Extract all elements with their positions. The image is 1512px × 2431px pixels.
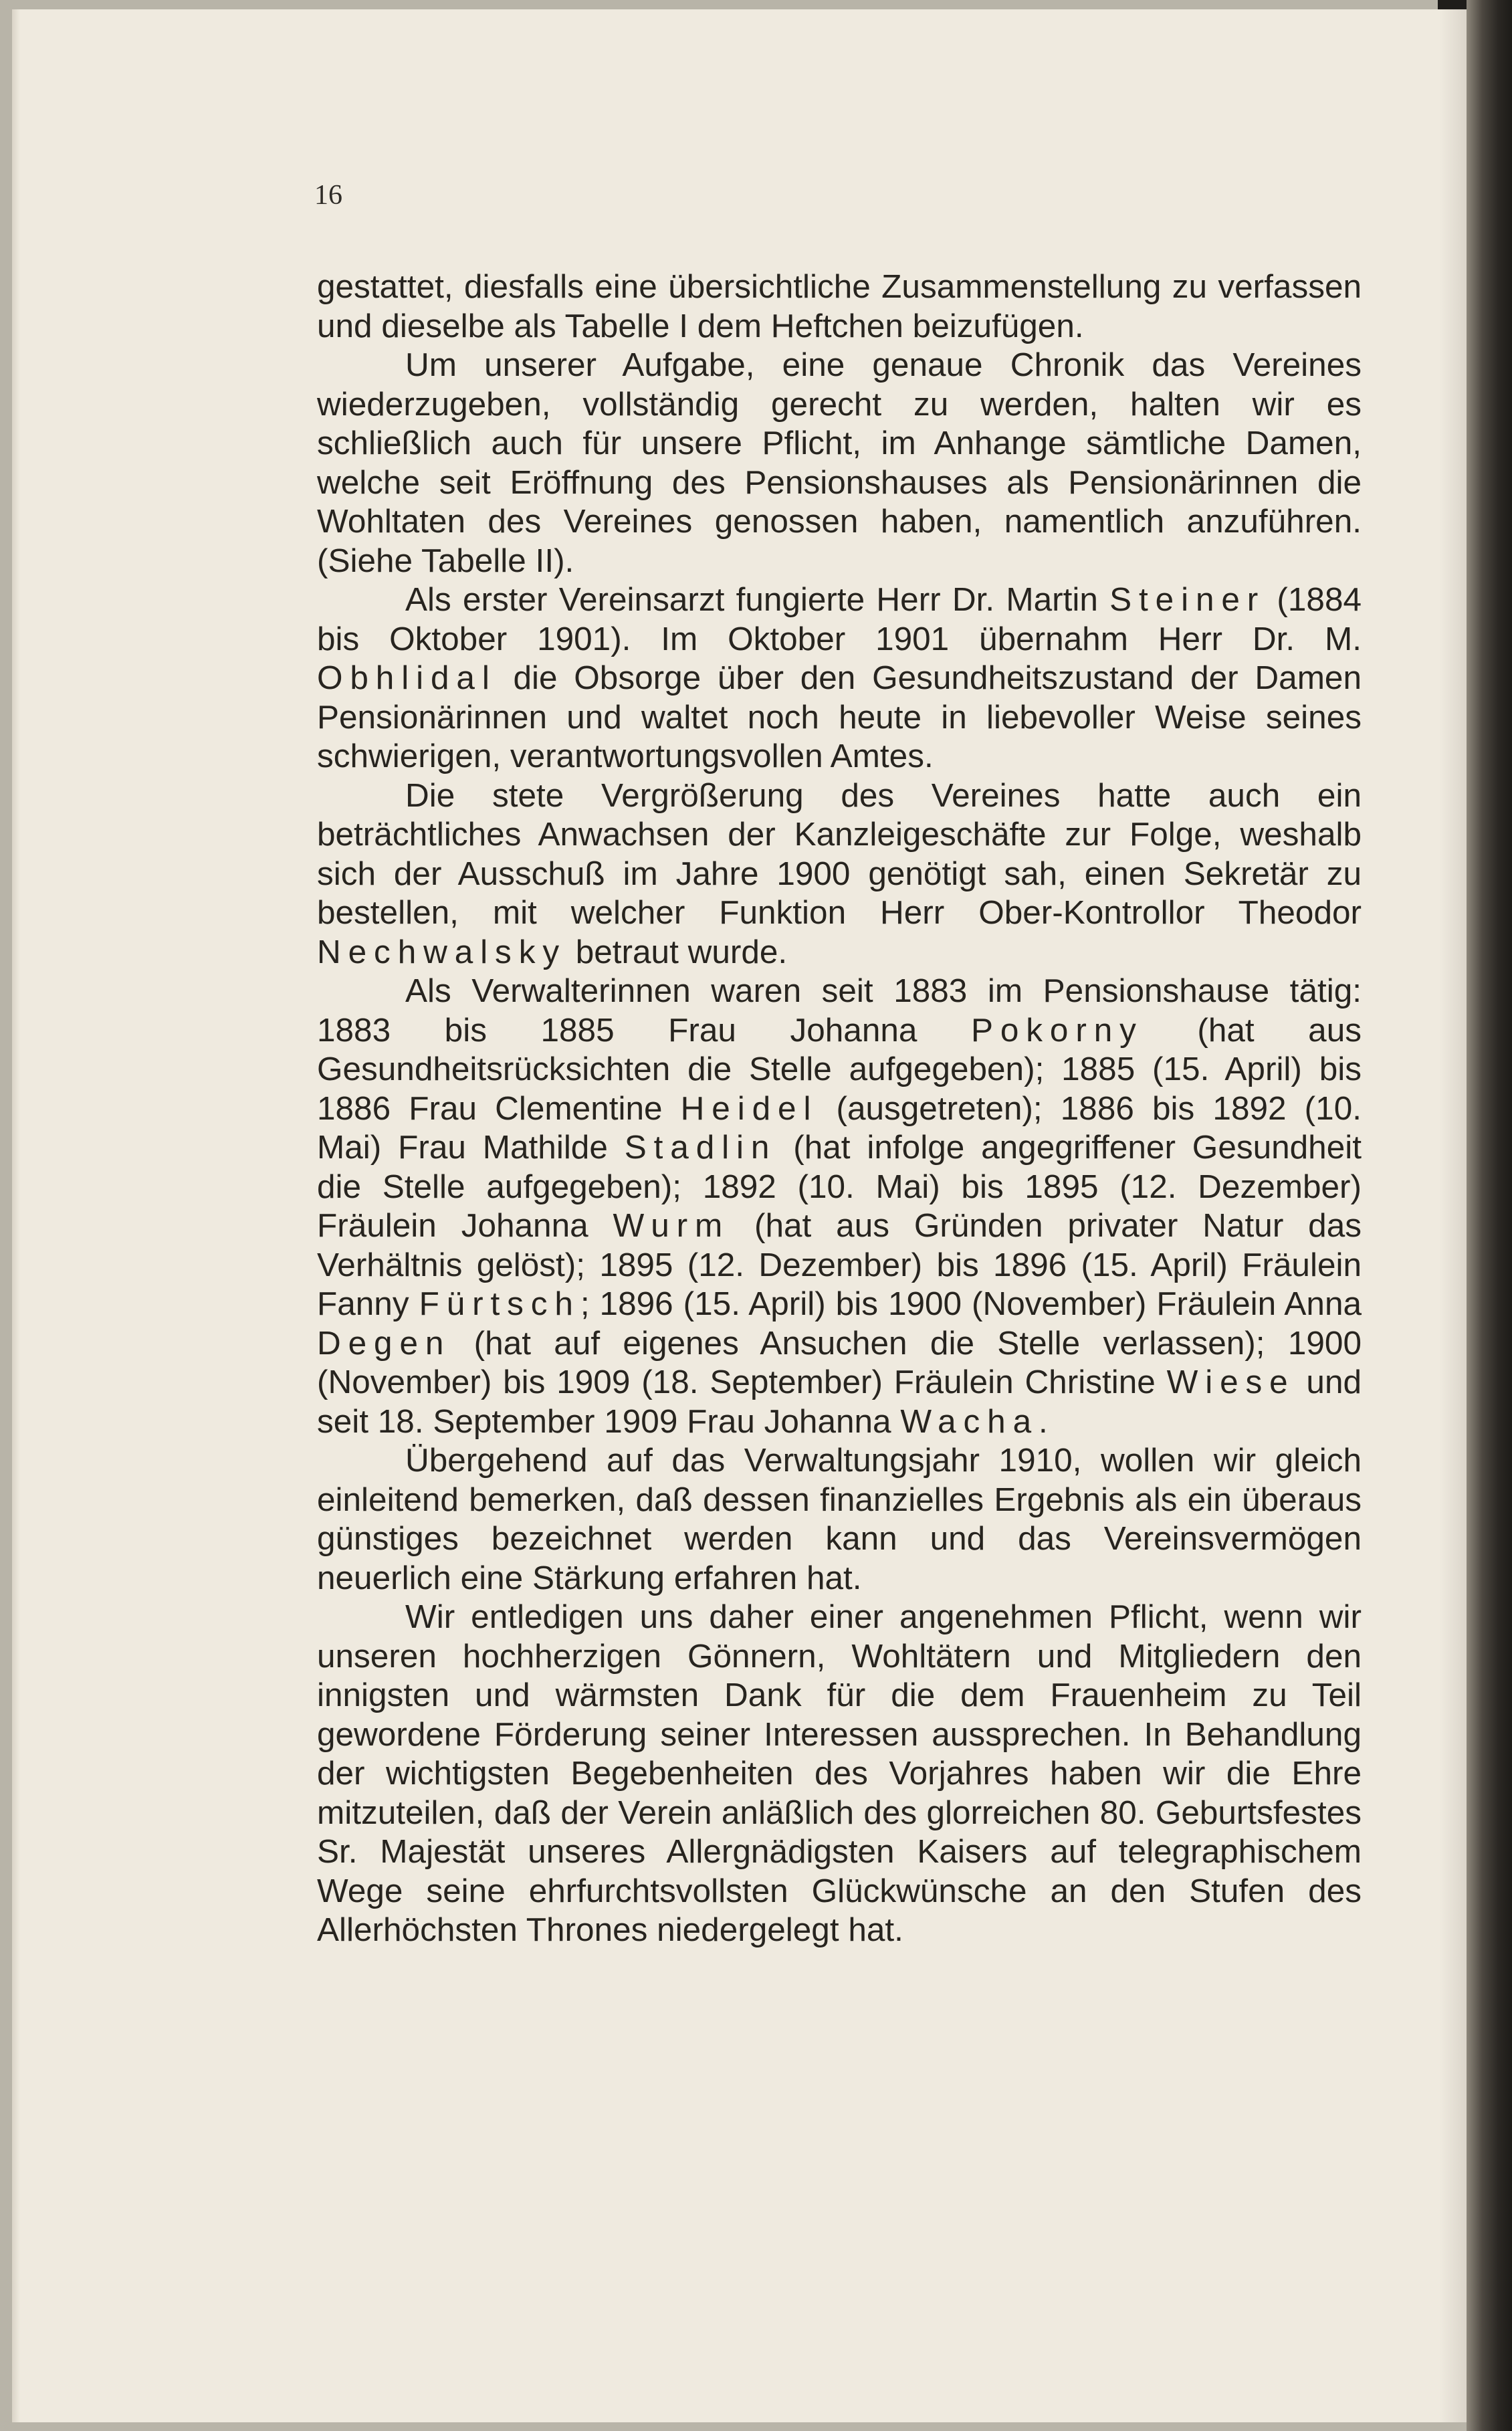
text-run: Übergehend auf das Verwaltungsjahr 1910, wollen wir gleich einleitend bemerken, daß dessen finanzielles Ergebnis als ein überaus günstiges bezeichnet werden kann und das Vereinsvermögen neuerlich eine Stärkung erfahren hat.: [317, 1442, 1362, 1596]
text-run: die Obsorge über den Gesundheitszustand der Damen Pensionärinnen und waltet noch heute in liebevoller Weise seines schwierigen, verantwortungsvollen Amtes.: [317, 659, 1362, 774]
spaced-name: Steiner: [1109, 581, 1266, 618]
spaced-name: Nechwalsky: [317, 933, 566, 970]
paragraph: [317, 972, 1362, 1441]
text-run: .: [1039, 1402, 1048, 1440]
text-run: (1884 bis Oktober 1901). Im Oktober 1901 übernahm Herr Dr. M.: [317, 581, 1362, 657]
text-run: (hat auf eigenes Ansuchen die Stelle verlassen); 1900 (November) bis 1909 (18. September) Fräulein Christine: [317, 1324, 1362, 1400]
page-gutter-shadow: [1440, 9, 1467, 2422]
text-run: Wir entledigen uns daher einer angenehmen Pflicht, wenn wir unseren hochherzigen Gönnern, Wohltätern und Mitgliedern den innigsten und wärmsten Dank für die dem Frauenheim zu Teil gewordene Förderung seiner Interessen aussprechen. In Behandlung der wichtigsten Begebenheiten des Vorjahres haben wir die Ehre mitzuteilen, daß der Verein anläßlich des glorreichen 80. Geburtsfestes Sr. Majestät unseres Allergnädigsten Kaisers auf telegraphischem Wege seine ehrfurchtsvollsten Glückwünsche an den Stufen des Allerhöchsten Thrones niedergelegt hat.: [317, 1598, 1362, 1948]
page-edge: [12, 9, 20, 2422]
page-number: 16: [314, 180, 342, 211]
paragraph: [317, 346, 1362, 580]
paragraph: [317, 776, 1362, 972]
body-text: [317, 268, 1362, 1950]
text-run: Um unserer Aufgabe, eine genaue Chronik das Vereines wiederzugeben, vollständig gerecht zu werden, halten wir es schließlich auch für unsere Pflicht, im Anhange sämtliche Damen, welche seit Eröffnung des Pensionshauses als Pensionärinnen die Wohltaten des Vereines genossen haben, namentlich anzuführen. (Siehe Tabelle II).: [317, 346, 1362, 579]
spaced-name: Pokorny: [970, 1011, 1144, 1049]
text-run: ; 1896 (15. April) bis 1900 (November) Fräulein Anna: [580, 1285, 1362, 1322]
text-run: und seit 18. September 1909 Frau Johanna: [317, 1364, 1362, 1440]
text-run: (ausgetreten); 1886 bis 1892 (10. Mai) Frau Mathilde: [317, 1089, 1362, 1166]
paragraph: [317, 1441, 1362, 1598]
spaced-name: Stadlin: [624, 1129, 777, 1166]
spaced-name: Obhlidal: [317, 659, 497, 696]
text-run: gestattet, diesfalls eine übersichtliche Zusammenstellung zu verfassen und dieselbe als Tabelle I dem Heftchen beizufügen.: [317, 268, 1362, 344]
spaced-name: Fürtsch: [419, 1285, 580, 1322]
spaced-name: Heidel: [680, 1089, 819, 1127]
spaced-name: Degen: [317, 1324, 451, 1362]
paragraph: [317, 1598, 1362, 1950]
text-run: Die stete Vergrößerung des Vereines hatte auch ein beträchtliches Anwachsen der Kanzleigeschäfte zur Folge, weshalb sich der Ausschuß im Jahre 1900 genötigt sah, einen Sekretär zu bestellen, mit welcher Funktion Herr Ober-Kontrollor Theodor: [317, 776, 1362, 931]
spaced-name: Wacha: [900, 1402, 1039, 1440]
text-run: Als erster Vereinsarzt fungierte Herr Dr. Martin: [405, 581, 1110, 618]
text-run: (hat aus Gesundheitsrücksichten die Stelle aufgegeben); 1885 (15. April) bis 1886 Frau Clementine: [317, 1011, 1362, 1127]
book-spine: [1467, 0, 1512, 2431]
paragraph: [317, 580, 1362, 776]
text-run: Als Verwalterinnen waren seit 1883 im Pensionshause tätig: 1883 bis 1885 Frau Johanna: [317, 972, 1362, 1049]
spaced-name: Wiese: [1166, 1364, 1295, 1400]
text-run: betraut wurde.: [566, 933, 788, 970]
paragraph: [317, 268, 1362, 346]
text-run: (hat aus Gründen privater Natur das Verhältnis gelöst); 1895 (12. Dezember) bis 1896 (15. April) Fräulein Fanny: [317, 1207, 1362, 1322]
text-run: (hat infolge angegriffener Gesundheit die Stelle aufgegeben); 1892 (10. Mai) bis 1895 (12. Dezember) Fräulein Johanna: [317, 1129, 1362, 1244]
spaced-name: Wurm: [613, 1207, 730, 1244]
